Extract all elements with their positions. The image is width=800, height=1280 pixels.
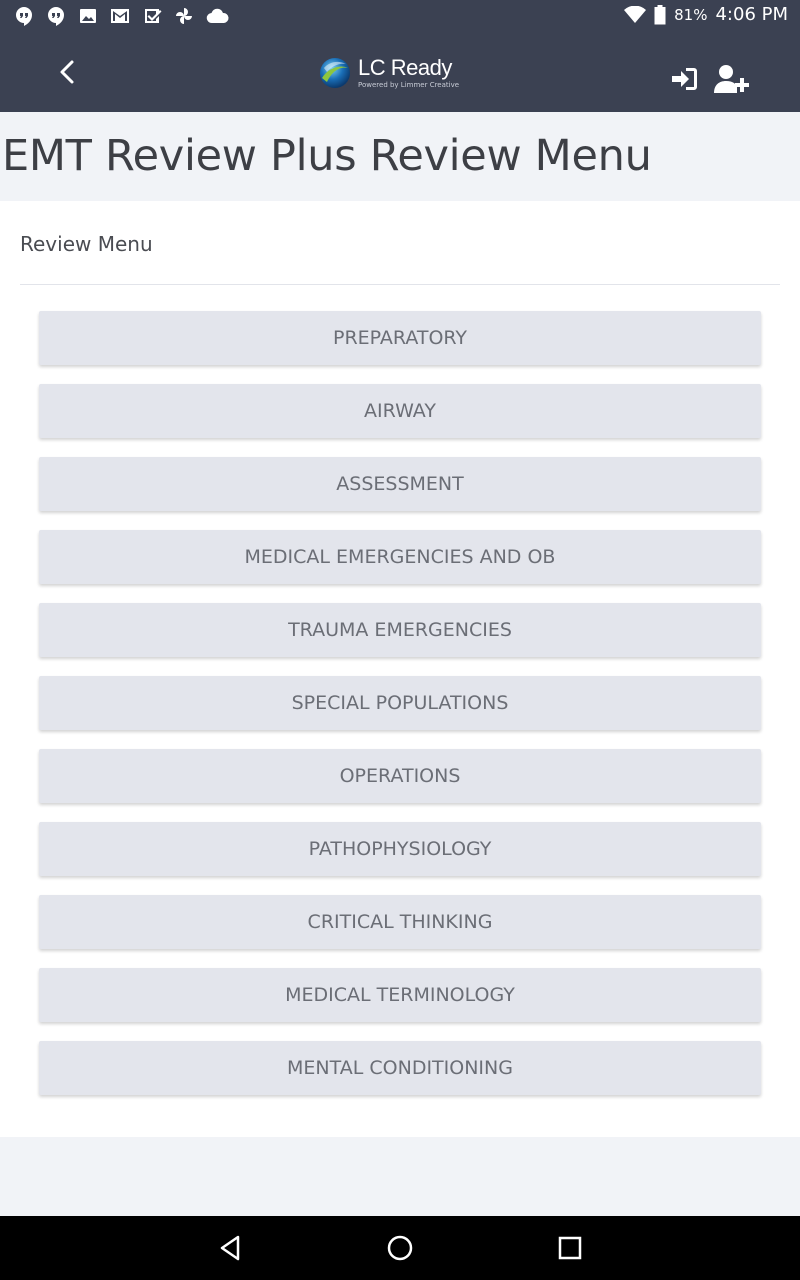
page-header — [0, 112, 800, 201]
menu-button-pathophysiology[interactable]: PATHOPHYSIOLOGY — [39, 822, 761, 876]
gmail-icon — [110, 6, 130, 26]
system-nav-bar — [0, 1216, 800, 1280]
add-user-icon[interactable] — [714, 64, 750, 94]
sign-in-icon[interactable] — [670, 64, 700, 94]
section-label: Review Menu — [20, 232, 153, 256]
logo-name: LC Ready — [358, 55, 452, 80]
menu-button-mental-conditioning[interactable]: MENTAL CONDITIONING — [39, 1041, 761, 1095]
cloud-icon — [206, 6, 230, 26]
menu-button-special-populations[interactable]: SPECIAL POPULATIONS — [39, 676, 761, 730]
menu-button-operations[interactable]: OPERATIONS — [39, 749, 761, 803]
pinwheel-icon — [174, 6, 194, 26]
recents-square-icon[interactable] — [554, 1232, 586, 1264]
menu-button-critical-thinking[interactable]: CRITICAL THINKING — [39, 895, 761, 949]
back-triangle-icon[interactable] — [214, 1232, 246, 1264]
menu-button-medical-emergencies-ob[interactable]: MEDICAL EMERGENCIES AND OB — [39, 530, 761, 584]
notification-icons — [14, 6, 230, 26]
menu-button-preparatory[interactable]: PREPARATORY — [39, 311, 761, 365]
battery-percent: 81% — [674, 5, 708, 24]
back-arrow-icon[interactable] — [50, 54, 86, 90]
hangouts-icon — [14, 6, 34, 26]
menu-button-assessment[interactable]: ASSESSMENT — [39, 457, 761, 511]
lc-ready-logo — [318, 56, 459, 90]
app-bar — [0, 32, 800, 112]
home-circle-icon[interactable] — [384, 1232, 416, 1264]
divider — [20, 284, 780, 285]
menu-button-medical-terminology[interactable]: MEDICAL TERMINOLOGY — [39, 968, 761, 1022]
review-menu-list — [39, 311, 761, 1114]
wifi-icon — [624, 6, 646, 24]
menu-button-airway[interactable]: AIRWAY — [39, 384, 761, 438]
page-title: EMT Review Plus Review Menu — [2, 131, 652, 181]
status-bar — [0, 0, 800, 32]
hangouts-icon — [46, 6, 66, 26]
clock: 4:06 PM — [715, 4, 788, 25]
globe-logo-icon — [318, 56, 352, 90]
menu-button-trauma-emergencies[interactable]: TRAUMA EMERGENCIES — [39, 603, 761, 657]
review-menu-panel — [0, 201, 800, 1137]
gallery-icon — [78, 6, 98, 26]
checkbox-icon — [142, 6, 162, 26]
battery-icon — [654, 5, 666, 25]
system-status — [624, 4, 788, 25]
logo-tagline: Powered by Limmer Creative — [358, 81, 460, 89]
